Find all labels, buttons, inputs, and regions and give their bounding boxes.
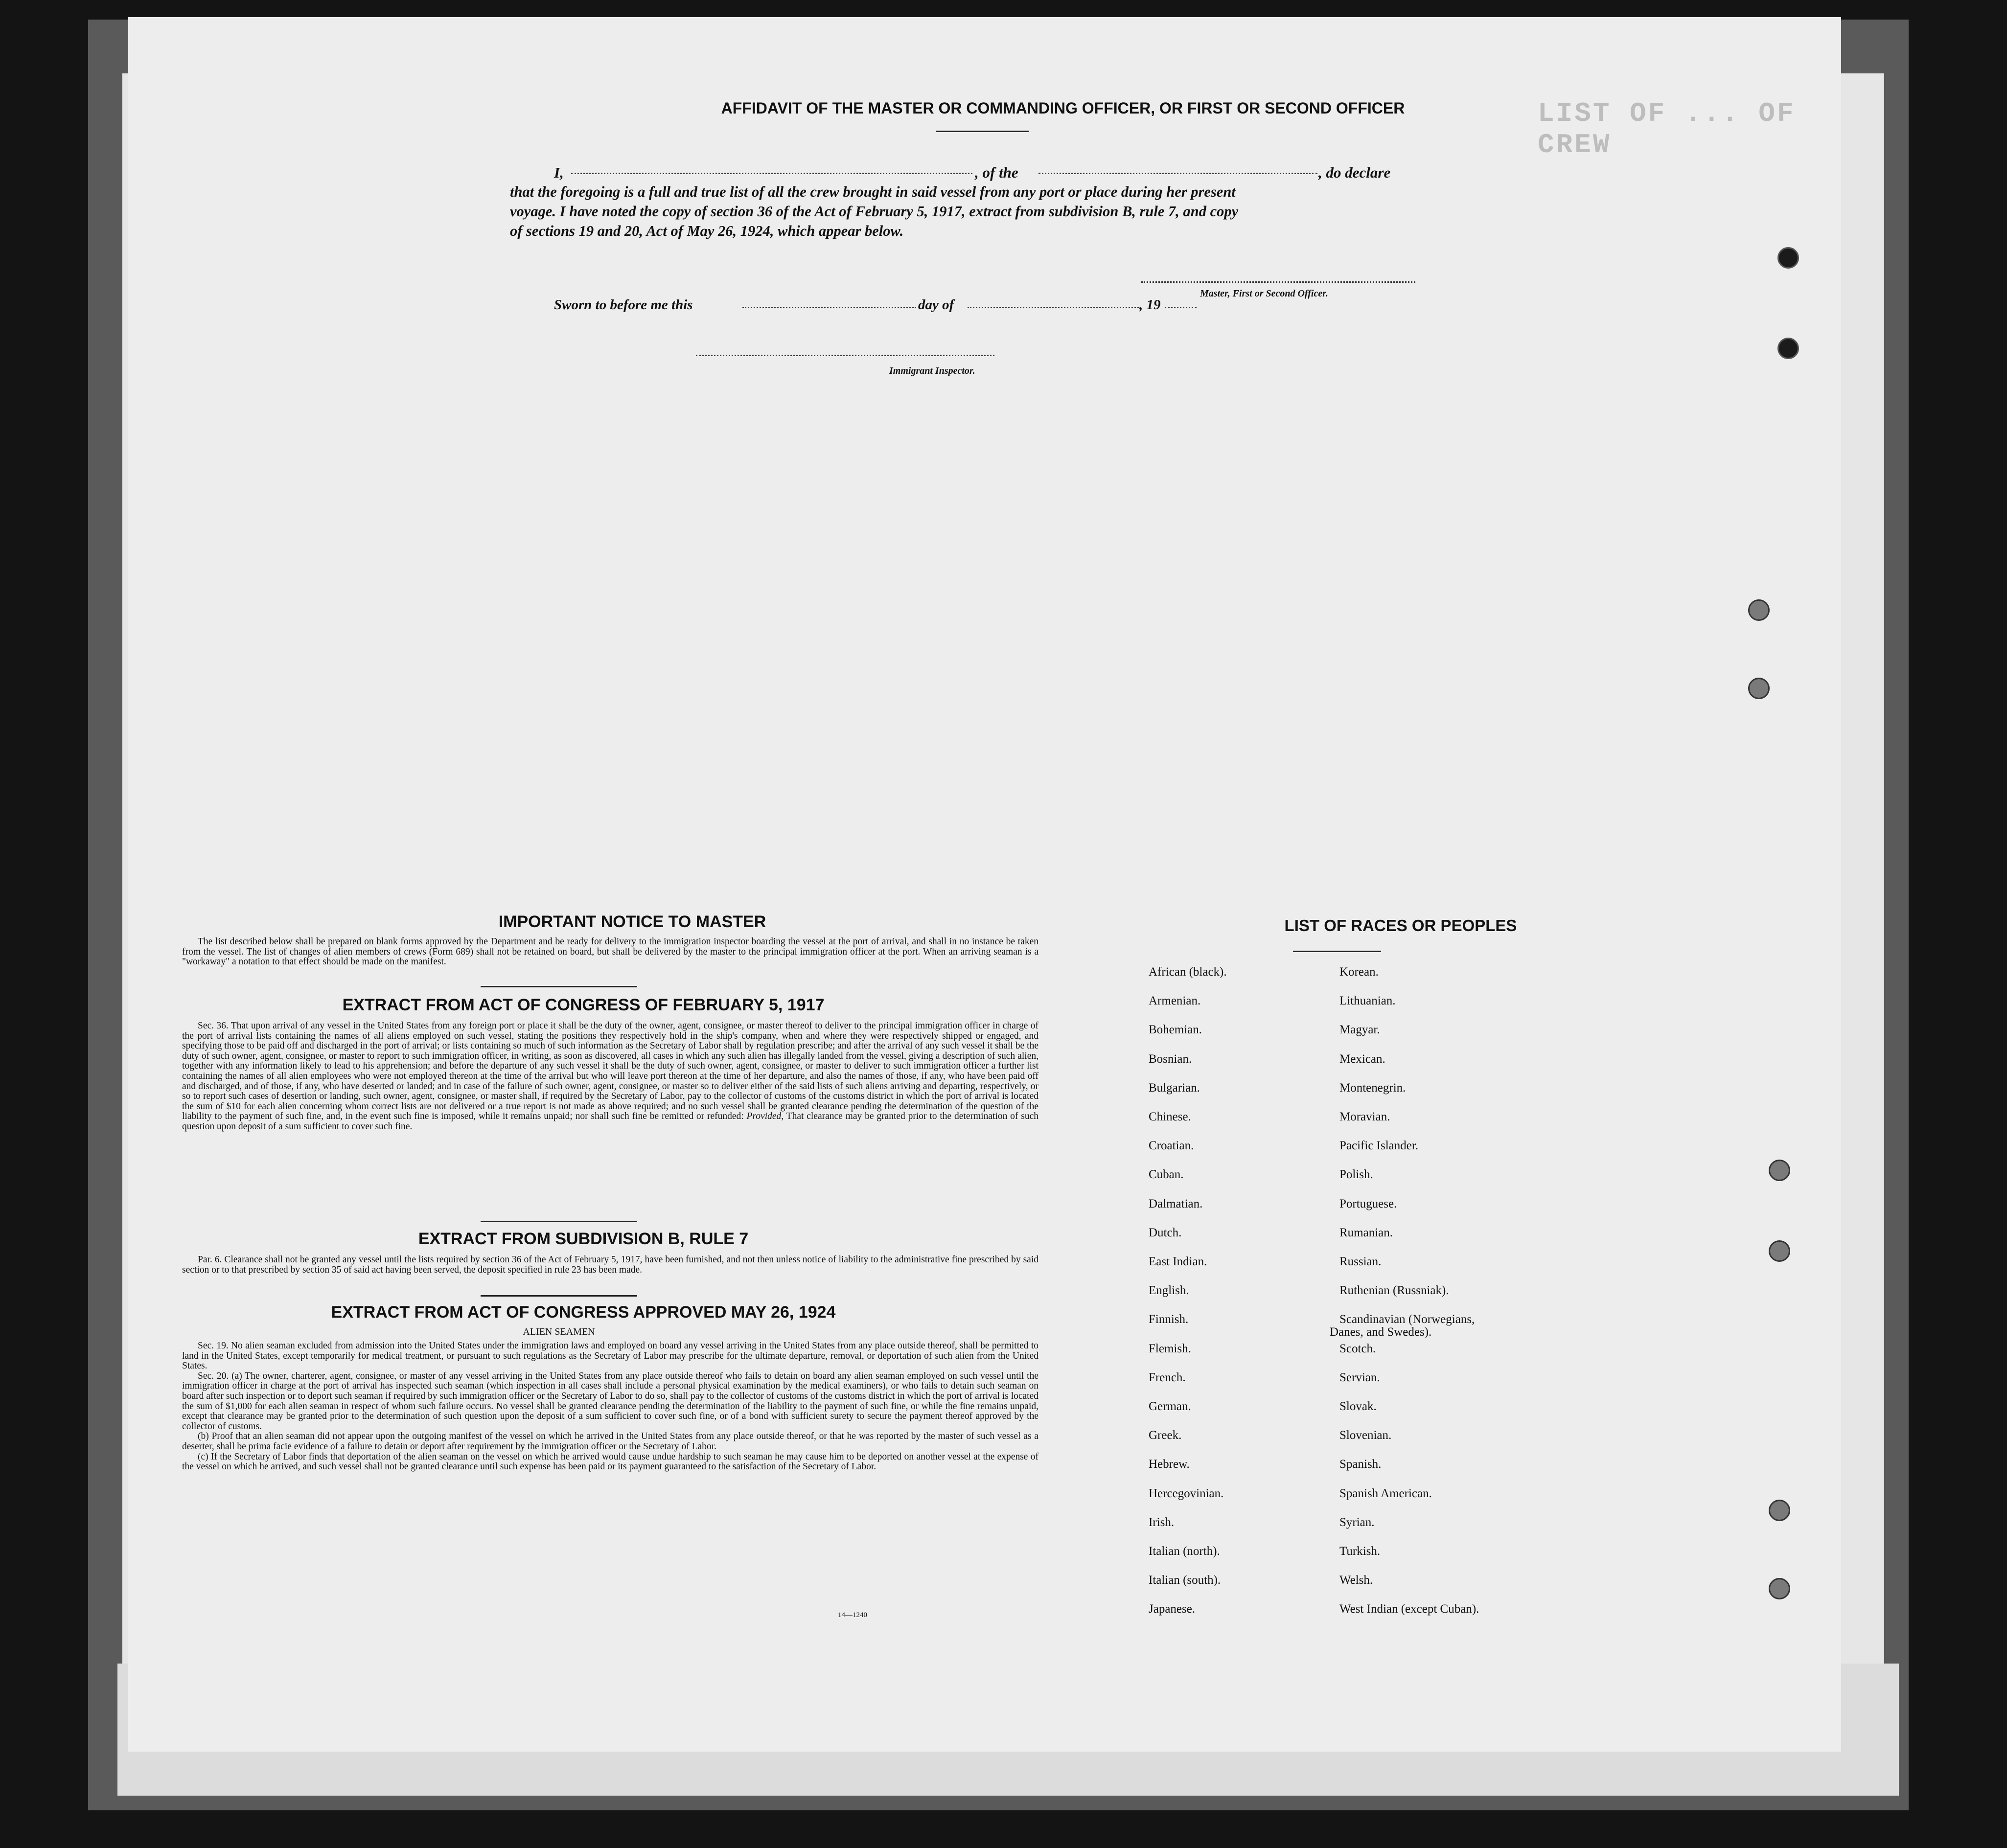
race-item: Ruthenian (Russniak). [1339, 1284, 1449, 1298]
race-item: Montenegrin. [1339, 1081, 1406, 1095]
race-item: Servian. [1339, 1370, 1380, 1384]
affidavit-line-1 [554, 164, 564, 182]
race-item: Cuban. [1149, 1168, 1184, 1182]
race-item: Slovak. [1339, 1400, 1377, 1413]
race-item: Hebrew. [1149, 1458, 1190, 1471]
race-item: Bulgarian. [1149, 1081, 1200, 1095]
punch-hole-icon [1777, 338, 1799, 359]
do-declare-label: , do declare [1318, 164, 1391, 181]
race-item: Scotch. [1339, 1342, 1376, 1355]
of-the-label: , of the [975, 164, 1018, 181]
punch-hole-icon [1769, 1240, 1790, 1262]
race-item: Mexican. [1339, 1052, 1385, 1066]
race-item: Finnish. [1149, 1313, 1189, 1326]
race-item: Portuguese. [1339, 1197, 1397, 1210]
race-item: Spanish. [1339, 1458, 1382, 1471]
race-item: Magyar. [1339, 1023, 1380, 1037]
race-item: Greek. [1149, 1429, 1182, 1442]
race-item: African (black). [1149, 965, 1227, 979]
affidavit-line-3: voyage. I have noted the copy of section 36 of the Act of February 5, 1917, extract from subdivision B, rule 7, and copy [510, 203, 1239, 220]
day-of-label: day of [918, 297, 954, 313]
sworn-month-field[interactable] [968, 307, 1139, 308]
race-item: Dalmatian. [1149, 1197, 1203, 1210]
race-item: Welsh. [1339, 1574, 1373, 1587]
race-item: Dutch. [1149, 1226, 1182, 1239]
race-item: French. [1149, 1370, 1186, 1384]
punch-hole-icon [1777, 247, 1799, 269]
affidavit-line-2: that the foregoing is a full and true list of all the crew brought in said vessel from any port or place during her present [510, 183, 1236, 200]
race-item: Flemish. [1149, 1342, 1191, 1355]
sworn-label: Sworn to before me this [554, 297, 693, 313]
master-signature-field[interactable] [1141, 281, 1415, 283]
notice-text: The list described below shall be prepared on blank forms approved by the Department and be ready for delivery to the immigration inspector boarding the vessel at the port of arrival, and shall in no instance be taken from the vessel. The list of changes of alien members of crews (Form 689) shall not be retained on board, but shall be delivered by the master to the principal immigration officer at the port. When an arriving seaman is a "workaway" a notation to that effect should be made on the manifest. [182, 936, 1038, 967]
sworn-day-field[interactable] [742, 307, 916, 308]
punch-hole-icon [1748, 599, 1770, 621]
form-number: 14—1240 [838, 1611, 867, 1619]
race-item: Croatian. [1149, 1139, 1194, 1153]
punch-hole-icon [1748, 678, 1770, 699]
master-label: Master, First or Second Officer. [1200, 288, 1328, 299]
bleed-through-heading: LIST OF ... OF CREW [1538, 98, 1796, 160]
affidavit-line-4: of sections 19 and 20, Act of May 26, 1924, which appear below. [510, 223, 904, 239]
race-item: East Indian. [1149, 1255, 1207, 1268]
extract-rule7-rule [481, 1295, 637, 1297]
sworn-year-field[interactable] [1165, 307, 1197, 308]
race-item: Hercegovinian. [1149, 1486, 1224, 1500]
race-item: West Indian (except Cuban). [1339, 1602, 1479, 1616]
race-item: Slovenian. [1339, 1429, 1392, 1442]
race-item: Moravian. [1339, 1110, 1390, 1123]
race-item: Syrian. [1339, 1515, 1375, 1529]
race-item: Armenian. [1149, 994, 1201, 1008]
affidavit-title: AFFIDAVIT OF THE MASTER OR COMMANDING OFFICER, OR FIRST OR SECOND OFFICER [721, 99, 1405, 117]
notice-title: IMPORTANT NOTICE TO MASTER [498, 913, 766, 931]
race-item: Lithuanian. [1339, 994, 1396, 1008]
race-item: Spanish American. [1339, 1486, 1432, 1500]
race-item: Japanese. [1149, 1602, 1196, 1616]
race-item: Rumanian. [1339, 1226, 1393, 1239]
race-item: Italian (south). [1149, 1574, 1221, 1587]
extract-1924-subtitle: ALIEN SEAMEN [523, 1326, 595, 1337]
name-field[interactable] [571, 173, 972, 174]
extract-1924-text: Sec. 19. No alien seaman excluded from admission into the United States under the immigration laws and employed on board any vessel arriving in the United States from any place outside thereof, shall be permitted to land in the United States, except temporarily for medical treatment, or pursuant to such regulations as the Secretary of Labor may prescribe for the ultimate departure, removal, or deportation of such alien from the United States. Sec. 20. (a) The owner, charterer, agent, consignee, or master of any vessel arriving in the United States from any place outside thereof who fails to detain on board any alien seaman employed on such vessel until the immigration officer in charge at the port of arrival has inspected such seaman (which inspection in all cases shall include a personal physical examination by the medical examiners), or who fails to detain such seaman on board after such inspection or to deport such seaman if required by such immigration officer or the Secretary of Labor to do so, shall pay to the collector of customs of the customs district in which the port of arrival is located the sum of $1,000 for each alien seaman in respect of whom such failure occurs. No vessel shall be granted clearance pending the determination of the liability to the payment of such fine, or while the fine remains unpaid, except that clearance may be granted prior to the determination of such question upon the deposit of a sum sufficient to cover such fine, or of a bond with sufficient surety to secure the payment thereof approved by the collector of customs. (b) Proof that an alien seaman did not appear upon the outgoing manifest of the vessel on which he arrived in the United States from any place outside thereof, or that he was reported by the master of such vessel as a deserter, shall be prima facie evidence of a failure to detain or deport after requirement by the immigration officer or the Secretary of Labor. (c) If the Secretary of Labor finds that deportation of the alien seaman on the vessel on which he arrived would cause undue hardship to such seaman he may cause him to be deported on another vessel at the expense of the vessel on which he arrived, and such vessel shall not be granted clearance until such expense has been paid or its payment guaranteed to the satisfaction of the Secretary of Labor. [182, 1341, 1038, 1472]
race-item: Bosnian. [1149, 1052, 1192, 1066]
extract-rule7-text: Par. 6. Clearance shall not be granted any vessel until the lists required by section 36 of the Act of February 5, 1917, have been furnished, and not then unless notice of liability to the administrative fine prescribed by said section or to that prescribed by section 35 of said act having been served, the deposit specified in rule 23 has been made. [182, 1255, 1038, 1275]
vessel-field[interactable] [1038, 173, 1317, 174]
race-item: Turkish. [1339, 1545, 1381, 1558]
notice-rule [481, 986, 637, 987]
extract-1924-title: EXTRACT FROM ACT OF CONGRESS APPROVED MAY 26, 1924 [331, 1303, 836, 1322]
race-item: Italian (north). [1149, 1545, 1220, 1558]
extract-1917-title: EXTRACT FROM ACT OF CONGRESS OF FEBRUARY 5, 1917 [342, 996, 825, 1014]
year-label: , 19 [1139, 297, 1161, 313]
race-item: Danes, and Swedes). [1330, 1325, 1432, 1339]
i-label: I, [554, 164, 564, 181]
race-item: German. [1149, 1400, 1191, 1413]
punch-hole-icon [1769, 1500, 1790, 1521]
race-item: Bohemian. [1149, 1023, 1202, 1037]
race-item: Scandinavian (Norwegians, [1339, 1313, 1475, 1326]
punch-hole-icon [1769, 1160, 1790, 1181]
inspector-signature-field[interactable] [696, 355, 994, 356]
inspector-label: Immigrant Inspector. [889, 365, 975, 376]
extract-rule7-title: EXTRACT FROM SUBDIVISION B, RULE 7 [418, 1230, 749, 1248]
punch-hole-icon [1769, 1578, 1790, 1599]
races-title: LIST OF RACES OR PEOPLES [1284, 916, 1517, 935]
affidavit-title-rule [936, 131, 1029, 132]
race-item: English. [1149, 1284, 1189, 1298]
races-title-rule [1293, 951, 1381, 952]
race-item: Korean. [1339, 965, 1379, 979]
race-item: Pacific Islander. [1339, 1139, 1419, 1153]
race-item: Polish. [1339, 1168, 1373, 1182]
form-page [128, 17, 1841, 1752]
race-item: Russian. [1339, 1255, 1382, 1268]
race-item: Chinese. [1149, 1110, 1191, 1123]
extract-1917-text: Sec. 36. That upon arrival of any vessel in the United States from any foreign port or place it shall be the duty of the owner, agent, consignee, or master thereof to deliver to the principal immigration officer in charge of the port of arrival lists containing the names of all aliens employed on such vessel, stating the positions they respectively hold in the ship's company, when and where they were respectively shipped or engaged, and specifying those to be paid off and discharged in the port of arrival; or lists containing so much of such information as the Secretary of Labor shall by regulation prescribe; and after the arrival of any such vessel it shall be the duty of such owner, agent, consignee, or master to report to such immigration officer, in writing, as soon as discovered, all cases in which any such alien has illegally landed from the vessel, giving a description of such alien, together with any information likely to lead to his apprehension; and before the departure of any such vessel it shall be the duty of such owner, agent, consignee, or master to deliver to such immigration officer a further list containing the names of all alien employees who were not employed thereon at the time of the arrival but who will leave port thereon at the time of her departure, and also the names of those, if any, who have been paid off and discharged, and of those, if any, who have deserted or landed; and in case of the failure of such owner, agent, consignee, or master so to deliver either of the said lists of such aliens arriving and departing, respectively, or so to report such cases of desertion or landing, such owner, agent, consignee, or master shall, if required by the Secretary of Labor, pay to the collector of customs of the customs district in which the port of arrival is located the sum of $10 for each alien concerning whom correct lists are not delivered or a true report is not made as above required; and no such vessel shall be granted clearance pending the determination of the question of the liability to the payment of such fine, and, in the event such fine is imposed, while it remains unpaid; nor shall such fine be remitted or refunded: Provided, That clearance may be granted prior to the determination of such question upon deposit of a sum sufficient to cover such fine. [182, 1021, 1039, 1132]
race-item: Irish. [1149, 1515, 1175, 1529]
extract-1917-rule [481, 1221, 637, 1222]
